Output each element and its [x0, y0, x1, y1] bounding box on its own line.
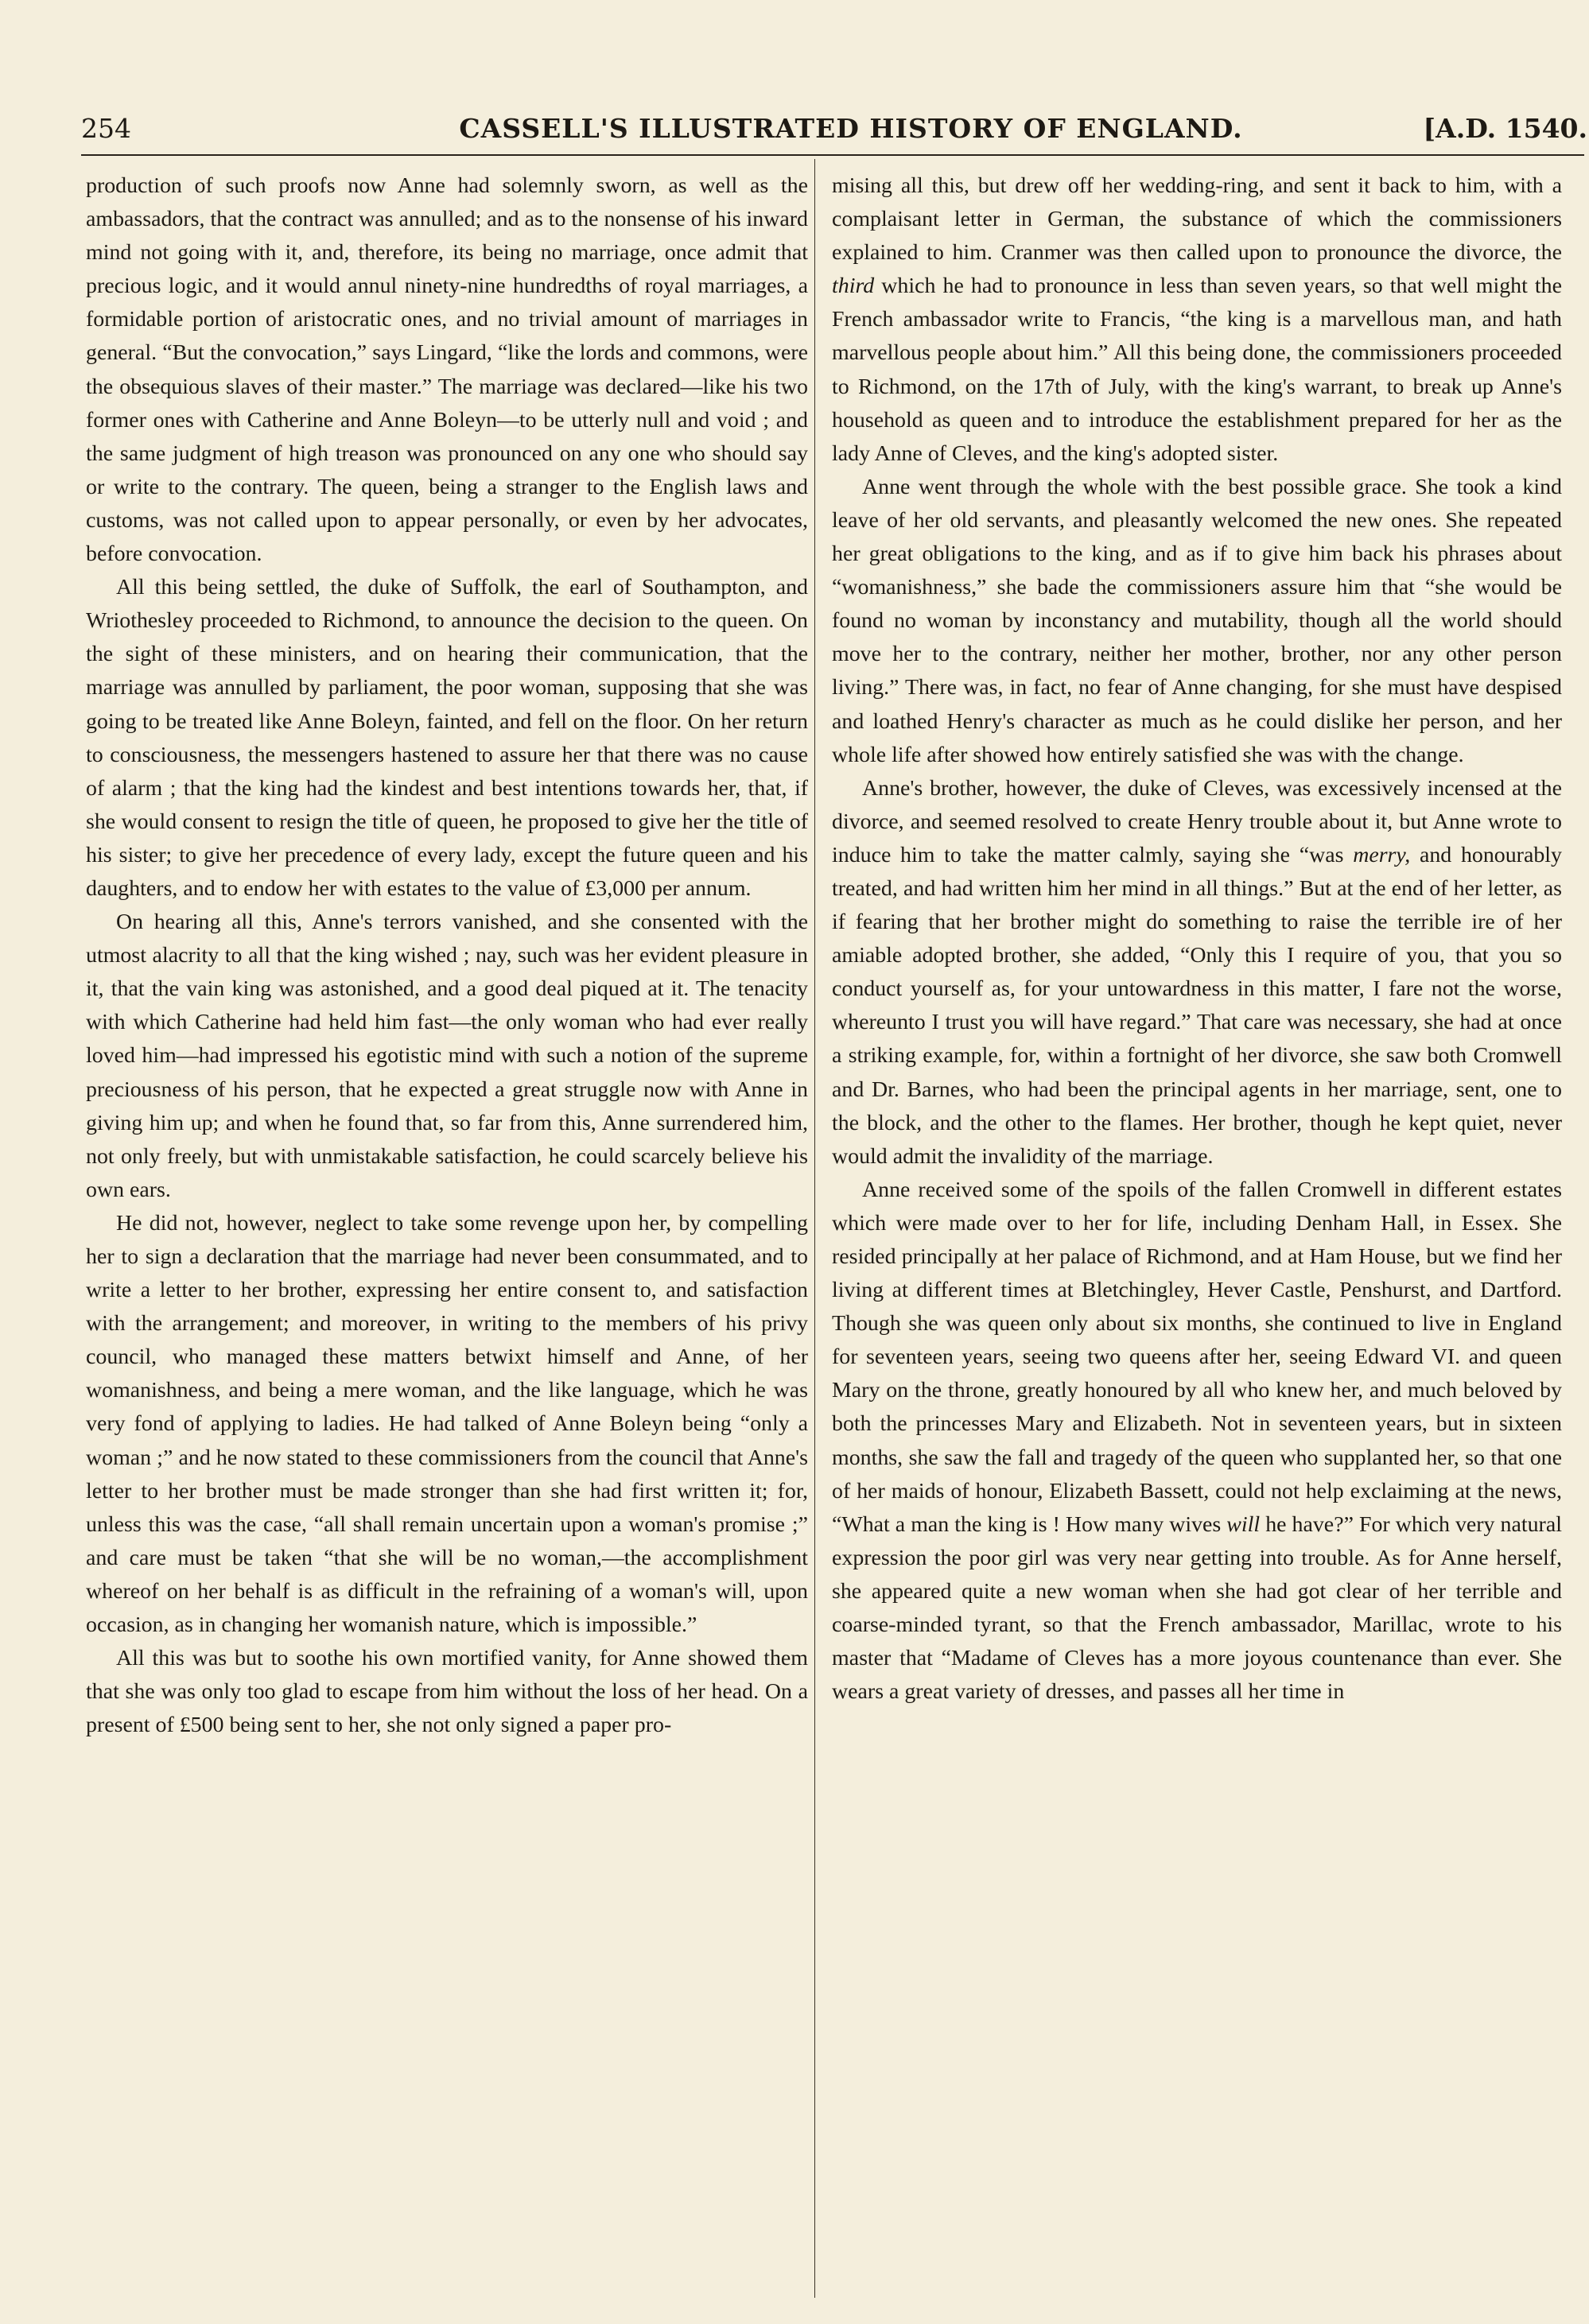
text-run: and honourably treated, and had written him her mind in all things.” But at the end of her letter, as if fearing that her brother might do something to raise the terrible ire of her amiable adopted brother, she added, “Only this I require of you, that you so conduct yourself as, for your untowardness in this matter, I fare not the worse, whereunto I trust you will have regard.” That care was necessary, she had at once a striking example, for, within a fortnight of her divorce, she saw both Cromwell and Dr. Barnes, who had been the principal agents in her marriage, sent, one to the block, and the other to the flames. Her brother, though he kept quiet, never would admit the invalidity of the marriage. [832, 842, 1562, 1169]
paragraph [832, 772, 1562, 1174]
running-title: CASSELL'S ILLUSTRATED HISTORY OF ENGLAND. [459, 113, 1243, 144]
paragraph: All this being settled, the duke of Suffolk, the earl of Southampton, and Wriothesley proceeded to Richmond, to announce the decision to the queen. On the sight of these ministers, and on hearing their communication, that the marriage was annulled by parliament, the poor woman, supposing that she was going to be treated like Anne Boleyn, fainted, and fell on the floor. On her return to consciousness, the messengers hastened to assure her that there was no cause of alarm ; that the king had the kindest and best intentions towards her, that, if she would consent to resign the title of queen, he proposed to give her the title of his sister; to give her precedence of every lady, except the future queen and his daughters, and to endow her with estates to the value of £3,000 per annum. [86, 575, 808, 901]
text-run: he have?” For which very natural expression the poor girl was very near getting into trouble. As for Anne herself, she appeared quite a new woman when she had got clear of her terrible and coarse-minded tyrant, so that the French ambassador, Marillac, wrote to his master that “Madame of Cleves has a more joyous countenance than ever. She wears a great variety of dresses, and passes all her time in [832, 1511, 1562, 1705]
column-divider [814, 159, 815, 2298]
text-run: Anne's brother, however, the duke of Cleves, was excessively incensed at the divorce, and seemed resolved to create Henry trouble about it, but Anne wrote to induce him to take the matter calmly, saying she “was [832, 775, 1562, 867]
paragraph [832, 1174, 1562, 1709]
left-column [86, 169, 808, 1742]
text-run: which he had to pronounce in less than seven years, so that well might the French ambassador write to Francis, “the king is a marvellous man, and hath marvellous people about him.” All this being done, the commissioners proceeded to Richmond, on the 17th of July, with the king's warrant, to break up Anne's household as queen and to introduce the establishment prepared for her as the lady Anne of Cleves, and the king's adopted sister. [832, 274, 1562, 466]
italic-text: will [1226, 1511, 1261, 1537]
running-header [81, 113, 1589, 151]
text-run: mising all this, but drew off her wedding-ring, and sent it back to him, with a complaisant letter in German, the substance of which the commissioners explained to him. Cranmer was then called upon to pronounce the divorce, the [832, 173, 1562, 266]
page-number: 254 [81, 113, 131, 144]
text-run: Anne received some of the spoils of the fallen Cromwell in different estates which were made over to her for life, including Denham Hall, in Essex. She resided principally at her palace of Richmond, and at Ham House, but we find her living at different times at Bletchingley, Hever Castle, Penshurst, and Dartford. Though she was queen only about six months, she continued to live in England for seventeen years, seeing two queens after her, seeing Edward VI. and queen Mary on the throne, greatly honoured by all who knew her, and much beloved by both the princesses Mary and Elizabeth. Not in seventeen years, but in sixteen months, she saw the fall and tragedy of the queen who supplanted her, so that one of her maids of honour, Elizabeth Bassett, could not help exclaiming at the news, “What a man the king is ! How many wives [832, 1177, 1562, 1537]
paragraph: Anne went through the whole with the best possible grace. She took a kind leave of her old servants, and pleasantly welcomed the new ones. She repeated her great obligations to the king, and as if to give him back his phrases about “womanishness,” she bade the commissioners assure him that “she would be found no woman by inconstancy and mutability, though all the world should move her to the contrary, neither her mother, brother, nor any other person living.” There was, in fact, no fear of Anne changing, for she must have despised and loathed Henry's character as much as he could dislike her person, and her whole life after showed how entirely satisfied she was with the change. [832, 474, 1562, 767]
paragraph: All this was but to soothe his own mortified vanity, for Anne showed them that she was only too glad to escape from him without the loss of her head. On a present of £500 being sent to her, she not only signed a paper pro- [86, 1646, 808, 1738]
paragraph: On hearing all this, Anne's terrors vanished, and she consented with the utmost alacrity to all that the king wished ; nay, such was her evident pleasure in it, that the vain king was astonished, and a good deal piqued at it. The tenacity with which Catherine had held him fast—the only woman who had ever really loved him—had impressed his egotistic mind with such a notion of the supreme preciousness of his person, that he expected a great struggle now with Anne in giving him up; and when he found that, so far from this, Anne surrendered him, not only freely, but with unmistakable satisfaction, he could scarcely believe his own ears. [86, 910, 808, 1202]
paragraph: production of such proofs now Anne had solemnly sworn, as well as the ambassadors, that the contract was annulled; and as to the nonsense of his inward mind not going with it, and, therefore, its being no marriage, once admit that precious logic, and it would annul ninety-nine hundredths of royal marriages, a formidable portion of aristocratic ones, and no trivial amount of marriages in general. “But the convocation,” says Lingard, “like the lords and commons, were the obsequious slaves of their master.” The marriage was declared—like his two former ones with Catherine and Anne Boleyn—to be utterly null and void ; and the same judgment of high treason was pronounced on any one who should say or write to the contrary. The queen, being a stranger to the English laws and customs, was not called upon to appear personally, or even by her advocates, before convocation. [86, 173, 808, 567]
date-reference: [A.D. 1540. [1423, 113, 1587, 144]
italic-text: merry, [1353, 842, 1411, 867]
right-column [832, 169, 1562, 1709]
paragraph: He did not, however, neglect to take some revenge upon her, by compelling her to sign a declaration that the marriage had never been consummated, and to write a letter to her brother, expressing her entire consent to, and satisfaction with the arrangement; and moreover, in writing to the members of his privy council, who managed these matters betwixt himself and Anne, of her womanishness, and being a mere woman, and the like language, which he was very fond of applying to ladies. He had talked of Anne Boleyn being “only a woman ;” and he now stated to these commissioners from the council that Anne's letter to her brother must be made stronger than she had first written it; for, unless this was the case, “all shall remain uncertain upon a woman's promise ;” and care must be taken “that she will be no woman,—the accomplishment whereof on her behalf is as difficult in the refraining of a woman's will, upon occasion, as in changing her womanish nature, which is impossible.” [86, 1210, 808, 1638]
paragraph [832, 169, 1562, 471]
header-rule [81, 154, 1584, 156]
italic-text: third [832, 274, 875, 299]
